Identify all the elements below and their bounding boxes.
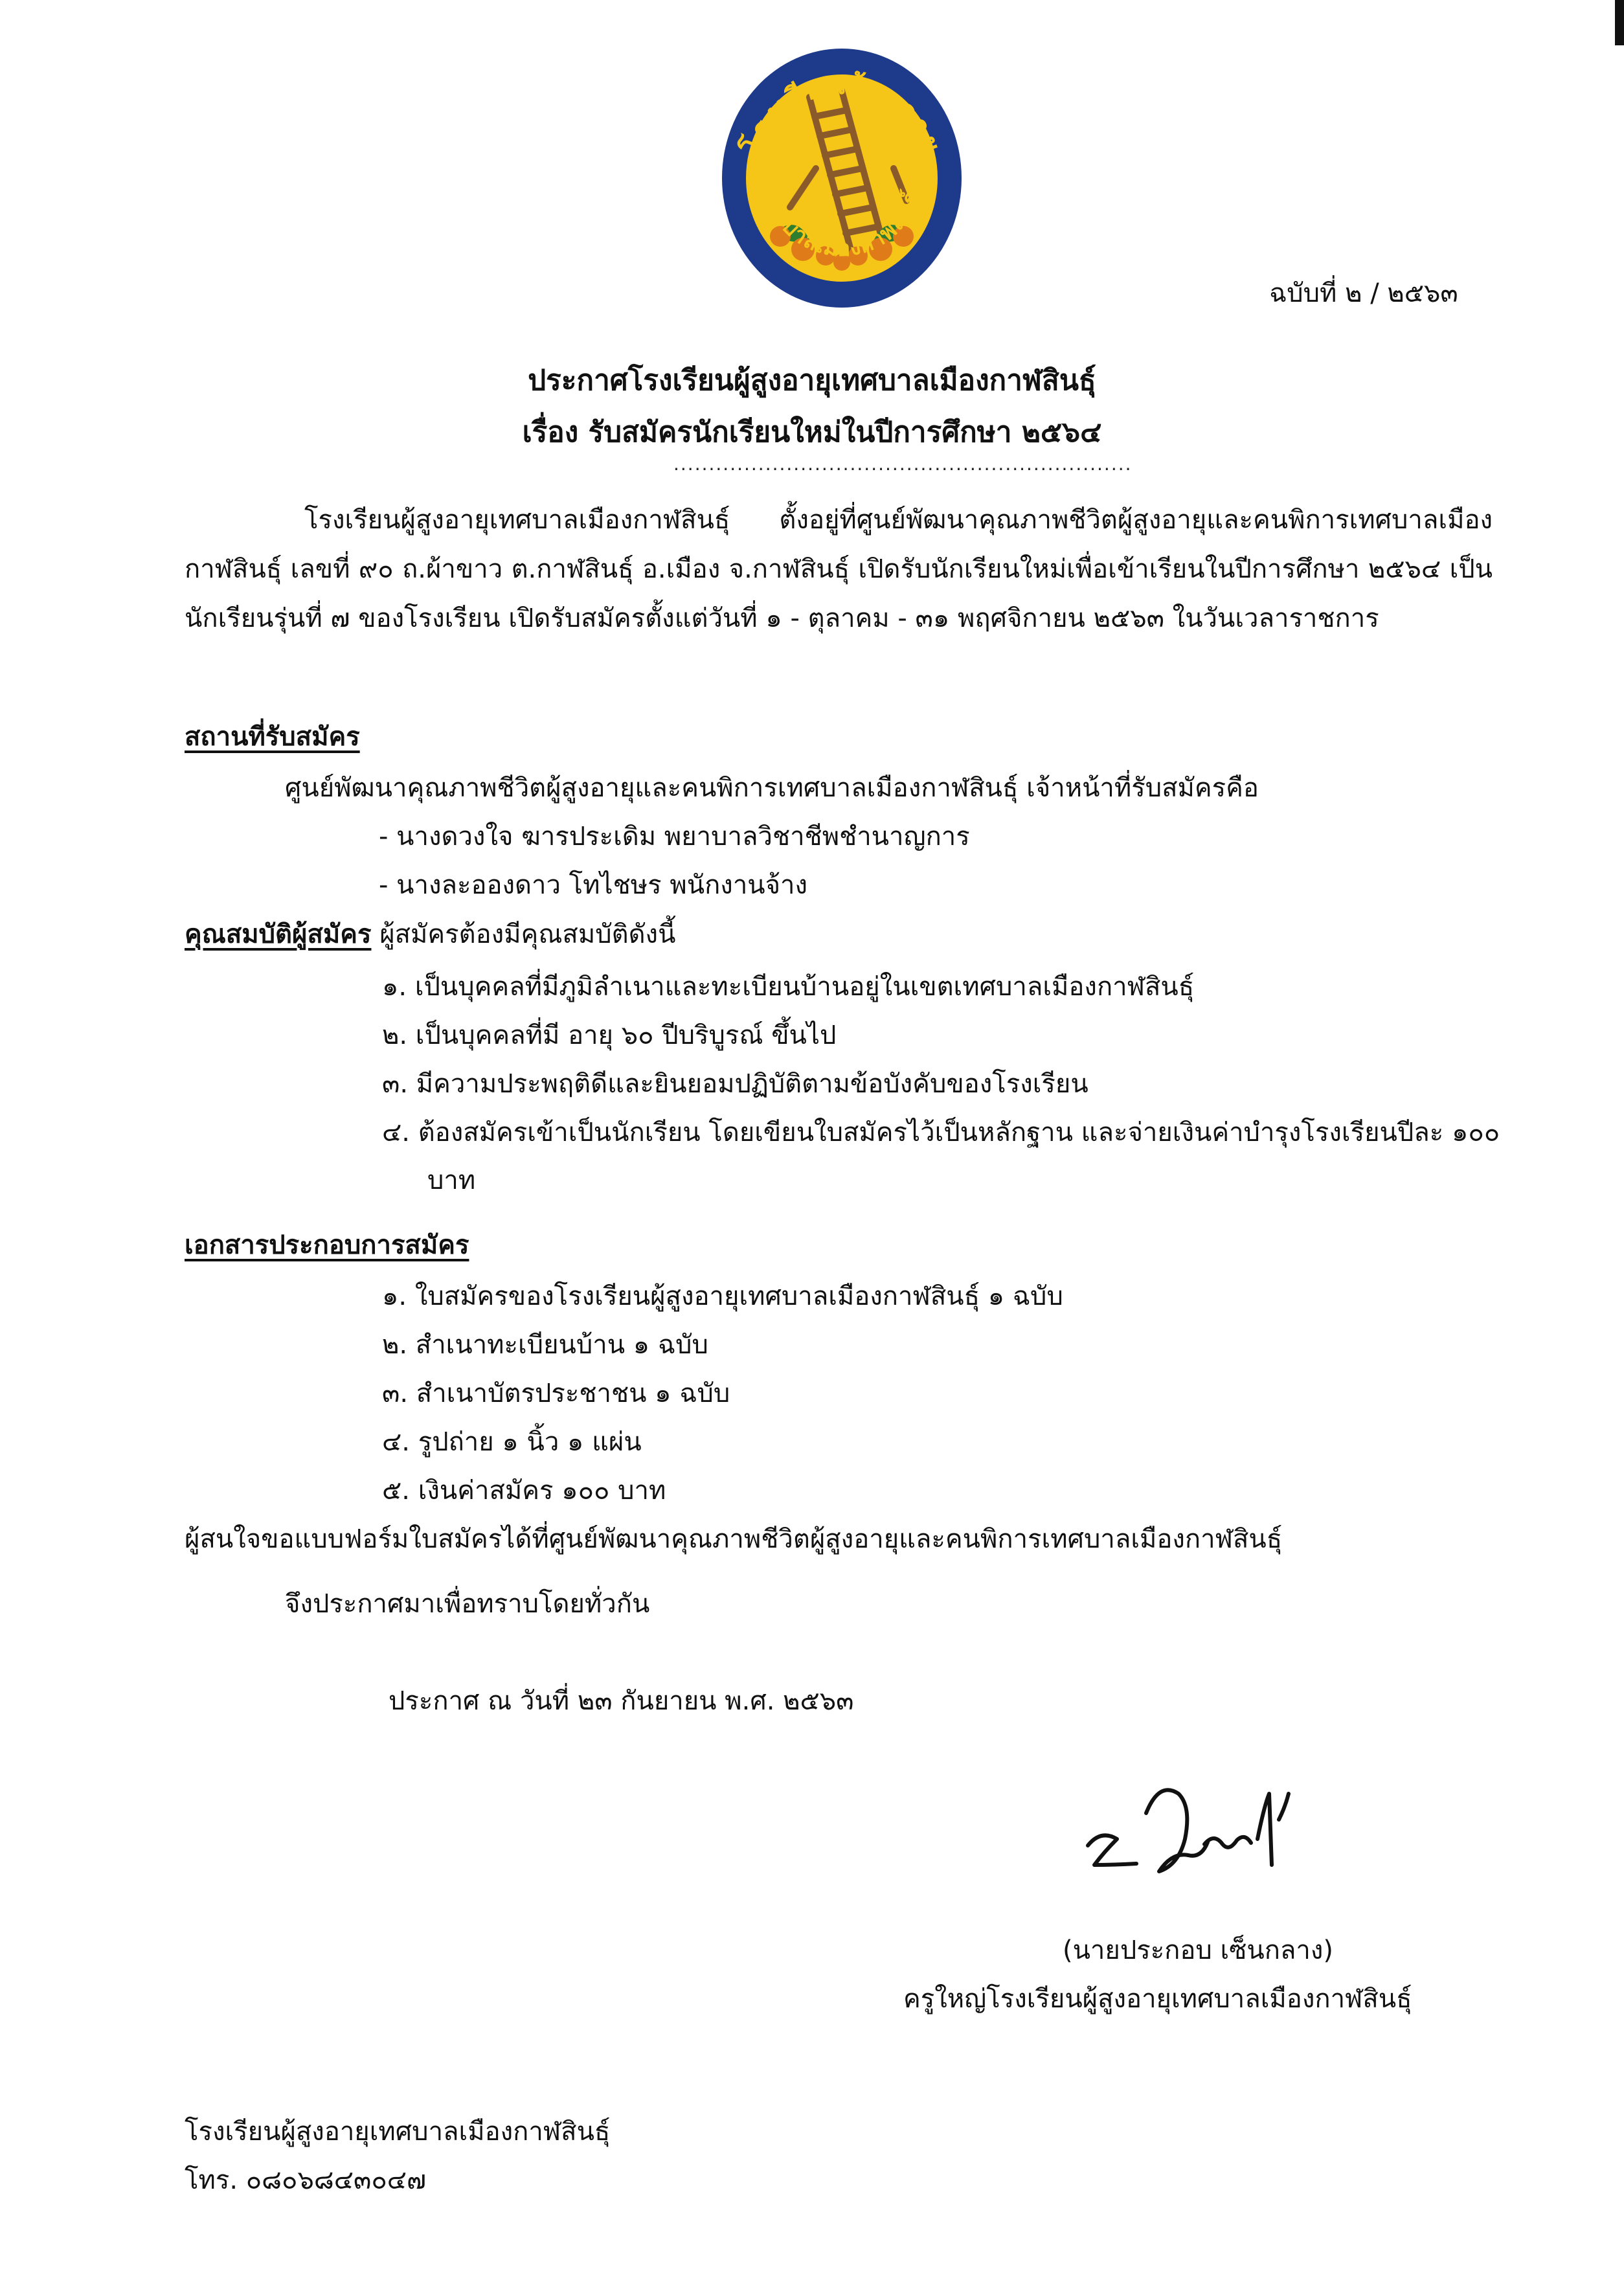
copy-number: ฉบับที่ ๒ / ๒๕๖๓: [1269, 278, 1458, 308]
announcement-date: ประกาศ ณ วันที่ ๒๓ กันยายน พ.ศ. ๒๕๖๓: [389, 1686, 854, 1716]
signer-title: ครูใหญ่โรงเรียนผู้สูงอายุเทศบาลเมืองกาฬสินธุ์: [903, 1984, 1412, 2014]
school-logo: [712, 39, 971, 317]
signature: [1075, 1768, 1321, 1891]
application-place-heading: สถานที่รับสมัคร: [185, 722, 360, 752]
qualification-item: ๔. ต้องสมัครเข้าเป็นนักเรียน โดยเขียนใบสมัครไว้เป็นหลักฐาน และจ่ายเงินค่าบำรุงโรงเรียนปีละ ๑๐๐ บาท: [382, 1118, 1500, 1195]
document-item: ๑. ใบสมัครของโรงเรียนผู้สูงอายุเทศบาลเมืองกาฬสินธุ์ ๑ ฉบับ: [382, 1281, 1063, 1311]
document-item: ๓. สำเนาบัตรประชาชน ๑ ฉบับ: [382, 1379, 730, 1408]
footer-phone: โทร. ๐๘๐๖๘๔๓๐๔๗: [185, 2165, 427, 2195]
staff-item: - นางดวงใจ ฆารประเดิม พยาบาลวิชาชีพชำนาญการ: [379, 822, 970, 852]
qualifications-intro: ผู้สมัครต้องมีคุณสมบัติดังนี้: [371, 920, 676, 949]
body-paragraph: โรงเรียนผู้สูงอายุเทศบาลเมืองกาฬสินธุ์ ตั้งอยู่ที่ศูนย์พัฒนาคุณภาพชีวิตผู้สูงอายุและคนพิการเทศบาลเมืองกาฬสินธุ์ เลขที่ ๙๐ ถ.ผ้าขาว ต.กาฬสินธุ์ อ.เมือง จ.กาฬสินธุ์ เปิดรับนักเรียนใหม่เพื่อเข้าเรียนในปีการศึกษา ๒๕๖๔ เป็นนักเรียนรุ่นที่ ๗ ของโรงเรียน เปิดรับสมัครตั้งแต่วันที่ ๑ - ตุลาคม - ๓๑ พฤศจิกายน ๒๕๖๓ ในวันเวลาราชการ: [185, 505, 1493, 633]
logo-text-bottom: เทศบาลเมืองกาฬสินธุ์: [758, 187, 925, 262]
staff-item: - นางละอองดาว โทไชษร พนักงานจ้าง: [379, 870, 808, 900]
footer-school-name: โรงเรียนผู้สูงอายุเทศบาลเมืองกาฬสินธุ์: [185, 2117, 611, 2147]
documents-heading: เอกสารประกอบการสมัคร: [185, 1230, 469, 1260]
qualifications-header: [185, 913, 675, 954]
scan-edge-mark: [1615, 0, 1624, 45]
logo-text-top: โรงเรียนผู้สูงอายุ: [736, 67, 948, 159]
document-item: ๕. เงินค่าสมัคร ๑๐๐ บาท: [382, 1476, 666, 1506]
qualifications-heading: คุณสมบัติผู้สมัคร: [185, 920, 372, 949]
signer-name: (นายประกอบ เซ็นกลาง): [1062, 1936, 1334, 1965]
document-item: ๒. สำเนาทะเบียนบ้าน ๑ ฉบับ: [382, 1330, 708, 1360]
qualification-item: ๓. มีความประพฤติดีและยินยอมปฏิบัติตามข้อบังคับของโรงเรียน: [382, 1069, 1088, 1099]
qualification-item: ๑. เป็นบุคคลที่มีภูมิลำเนาและทะเบียนบ้านอยู่ในเขตเทศบาลเมืองกาฬสินธุ์: [382, 972, 1195, 1002]
interested-note: ผู้สนใจขอแบบฟอร์มใบสมัครได้ที่ศูนย์พัฒนาคุณภาพชีวิตผู้สูงอายุและคนพิการเทศบาลเมืองกาฬสินธุ์: [185, 1524, 1283, 1554]
document-item: ๔. รูปถ่าย ๑ นิ้ว ๑ แผ่น: [382, 1427, 642, 1457]
title-divider: .................................................................: [673, 453, 1133, 475]
announcement-subject: เรื่อง รับสมัครนักเรียนใหม่ในปีการศึกษา ๒๕๖๔: [522, 416, 1102, 449]
application-place-intro: ศูนย์พัฒนาคุณภาพชีวิตผู้สูงอายุและคนพิการเทศบาลเมืองกาฬสินธุ์ เจ้าหน้าที่รับสมัครคือ: [285, 773, 1259, 803]
qualification-item: ๒. เป็นบุคคลที่มี อายุ ๖๐ ปีบริบูรณ์ ขึ้นไป: [382, 1021, 837, 1050]
closing-statement: จึงประกาศมาเพื่อทราบโดยทั่วกัน: [285, 1589, 650, 1619]
announcement-title: ประกาศโรงเรียนผู้สูงอายุเทศบาลเมืองกาฬสินธุ์: [528, 364, 1096, 397]
